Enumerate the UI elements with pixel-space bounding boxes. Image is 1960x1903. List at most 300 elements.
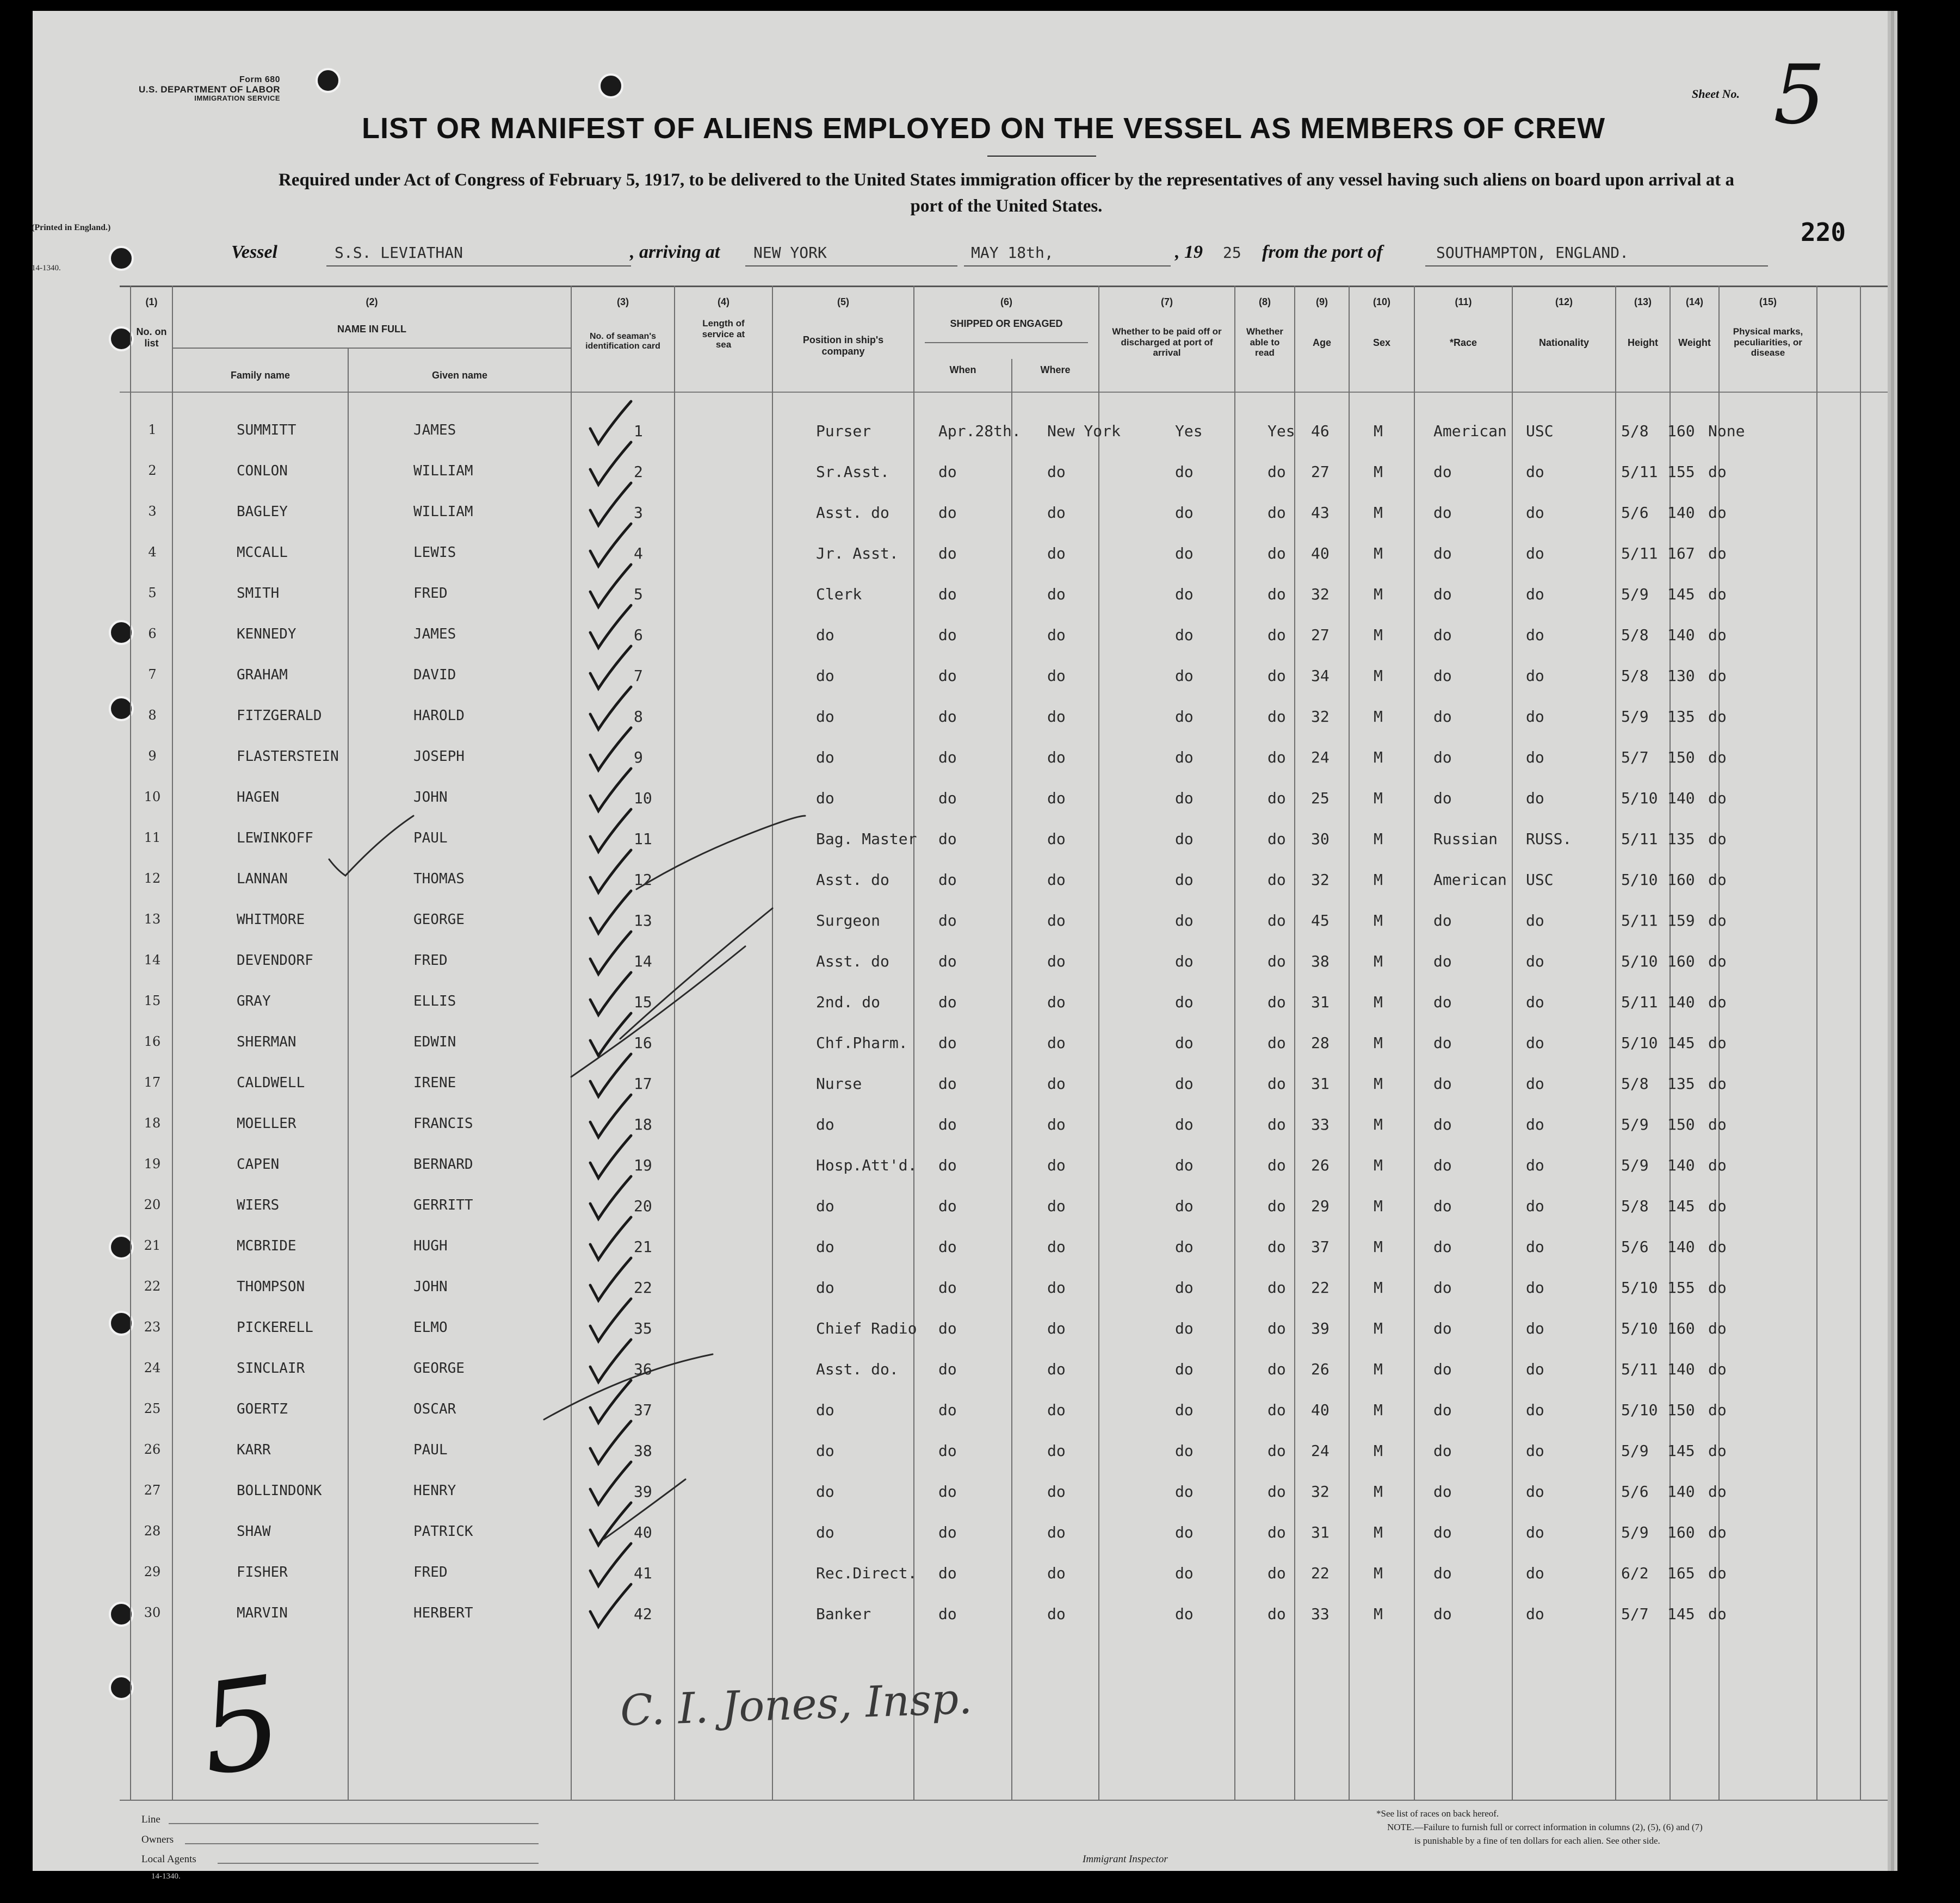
able-to-read: do: [1267, 1442, 1286, 1460]
physical-marks: do: [1708, 1442, 1727, 1460]
weight: 165: [1667, 1564, 1695, 1582]
family-name: BOLLINDONK: [237, 1483, 322, 1499]
row-number: 17: [144, 1075, 161, 1090]
able-to-read: do: [1267, 912, 1286, 929]
height: 5/9: [1621, 1442, 1649, 1460]
from-port: SOUTHAMPTON, ENGLAND.: [1436, 244, 1629, 262]
nationality: do: [1526, 504, 1544, 522]
physical-marks: do: [1708, 1360, 1727, 1378]
shipped-when: do: [938, 871, 957, 889]
weight: 150: [1667, 1115, 1695, 1133]
family-name: THOMPSON: [237, 1279, 305, 1295]
check-mark: [590, 1584, 631, 1627]
family-name: LANNAN: [237, 871, 288, 887]
printed-note: (Printed in England.): [32, 223, 111, 232]
given-name: WILLIAM: [413, 504, 473, 520]
weight: 135: [1667, 1075, 1695, 1093]
row-number: 13: [144, 912, 161, 927]
given-name: BERNARD: [413, 1156, 473, 1173]
nationality: do: [1526, 667, 1544, 685]
check-mark: [590, 1054, 631, 1096]
height: 5/11: [1621, 463, 1658, 481]
shipped-where: do: [1047, 871, 1066, 889]
stamp-number: 220: [1801, 218, 1846, 247]
shipped-when: do: [938, 1483, 957, 1501]
sex: M: [1374, 993, 1383, 1011]
col-14-number: (14): [1685, 296, 1703, 307]
shipped-when: do: [938, 708, 957, 726]
shipped-where: do: [1047, 912, 1066, 929]
able-to-read: do: [1267, 1279, 1286, 1297]
shipped-when: do: [938, 1401, 957, 1419]
shipped-where: do: [1047, 1605, 1066, 1623]
sex: M: [1374, 1156, 1383, 1174]
able-to-read: do: [1267, 993, 1286, 1011]
weight: 145: [1667, 1197, 1695, 1215]
weight: 160: [1667, 422, 1695, 440]
weight: 140: [1667, 993, 1695, 1011]
row-number: 19: [144, 1156, 161, 1171]
physical-marks: do: [1708, 504, 1727, 522]
age: 32: [1311, 585, 1330, 603]
row-number: 15: [144, 993, 161, 1008]
check-mark: [590, 605, 631, 648]
position: Nurse: [816, 1075, 862, 1093]
seaman-card-number: 3: [634, 504, 643, 522]
header-weight: Weight: [1678, 337, 1711, 348]
check-mark: [590, 565, 631, 607]
check-mark: [590, 483, 631, 525]
paid-off: do: [1175, 1483, 1194, 1501]
row-number: 8: [148, 708, 157, 723]
race: do: [1433, 1523, 1452, 1541]
paid-off: do: [1175, 1401, 1194, 1419]
given-name: FRED: [413, 952, 448, 969]
height: 5/9: [1621, 708, 1649, 726]
row-number: 30: [144, 1605, 161, 1620]
paid-off: do: [1175, 1156, 1194, 1174]
nationality: do: [1526, 626, 1544, 644]
family-name: DEVENDORF: [237, 952, 313, 969]
able-to-read: do: [1267, 1319, 1286, 1337]
check-mark: [590, 646, 631, 689]
weight: 140: [1667, 1156, 1695, 1174]
shipped-where: do: [1047, 708, 1066, 726]
race: do: [1433, 912, 1452, 929]
race: do: [1433, 1319, 1452, 1337]
sex: M: [1374, 871, 1383, 889]
paid-off: do: [1175, 1319, 1194, 1337]
sex: M: [1374, 748, 1383, 766]
seaman-card-number: 14: [634, 952, 652, 970]
vessel-name: S.S. LEVIATHAN: [335, 244, 463, 262]
race: do: [1433, 1605, 1452, 1623]
physical-marks: do: [1708, 952, 1727, 970]
header-physical-marks: Physical marks, peculiarities, or disease: [1733, 326, 1803, 358]
seaman-card-number: 9: [634, 748, 643, 766]
weight: 160: [1667, 952, 1695, 970]
paid-off: do: [1175, 708, 1194, 726]
col-12-number: (12): [1555, 296, 1573, 307]
check-mark: [590, 768, 631, 811]
height: 5/11: [1621, 1360, 1658, 1378]
check-mark: [590, 1462, 631, 1504]
seaman-card-number: 36: [634, 1360, 652, 1378]
race: do: [1433, 1034, 1452, 1052]
position: Asst. do: [816, 871, 889, 889]
weight: 140: [1667, 1483, 1695, 1501]
race: do: [1433, 667, 1452, 685]
able-to-read: do: [1267, 1360, 1286, 1378]
shipped-when: do: [938, 1115, 957, 1133]
subtitle-line-2: port of the United States.: [910, 196, 1103, 216]
family-name: BAGLEY: [237, 504, 288, 520]
seaman-card-number: 13: [634, 912, 652, 929]
race: do: [1433, 748, 1452, 766]
sex: M: [1374, 1523, 1383, 1541]
race: do: [1433, 504, 1452, 522]
sex: M: [1374, 1360, 1383, 1378]
position: Hosp.Att'd.: [816, 1156, 917, 1174]
nationality: do: [1526, 748, 1544, 766]
row-number: 10: [144, 789, 161, 804]
col-7-number: (7): [1161, 296, 1173, 307]
able-to-read: Yes: [1267, 422, 1295, 440]
weight: 155: [1667, 463, 1695, 481]
header-name-in-full: NAME IN FULL: [337, 324, 406, 334]
sex: M: [1374, 1034, 1383, 1052]
able-to-read: do: [1267, 585, 1286, 603]
shipped-where: do: [1047, 1319, 1066, 1337]
paid-off: Yes: [1175, 422, 1203, 440]
nationality: do: [1526, 1442, 1544, 1460]
height: 6/2: [1621, 1564, 1649, 1582]
age: 40: [1311, 1401, 1330, 1419]
paid-off: do: [1175, 871, 1194, 889]
given-name: GERRITT: [413, 1197, 473, 1213]
inspector-check-marks: [33, 11, 1888, 1871]
shipped-where: do: [1047, 1238, 1066, 1256]
position: do: [816, 1197, 834, 1215]
height: 5/6: [1621, 1483, 1649, 1501]
position: Chief Radio: [816, 1319, 917, 1337]
given-name: GEORGE: [413, 912, 465, 928]
row-number: 23: [144, 1319, 161, 1335]
check-mark: [590, 1136, 631, 1178]
able-to-read: do: [1267, 1605, 1286, 1623]
age: 38: [1311, 952, 1330, 970]
physical-marks: do: [1708, 1156, 1727, 1174]
inspector-signature: C. I. Jones, Insp.: [619, 1674, 973, 1736]
handwritten-page-number: 5: [191, 1649, 291, 1804]
check-mark: [590, 850, 631, 892]
given-name: HENRY: [413, 1483, 456, 1499]
shipped-where: do: [1047, 1360, 1066, 1378]
height: 5/9: [1621, 1523, 1649, 1541]
check-mark: [590, 1258, 631, 1300]
row-number: 2: [148, 463, 157, 478]
weight: 145: [1667, 1034, 1695, 1052]
paid-off: do: [1175, 1115, 1194, 1133]
footer-agents-label: Local Agents: [141, 1854, 196, 1865]
shipped-when: do: [938, 1564, 957, 1582]
height: 5/8: [1621, 1197, 1649, 1215]
footer-agents-rule: [218, 1863, 539, 1864]
race: do: [1433, 993, 1452, 1011]
able-to-read: do: [1267, 544, 1286, 562]
given-name: JOSEPH: [413, 748, 465, 765]
race: do: [1433, 1238, 1452, 1256]
row-number: 6: [148, 626, 157, 641]
shipped-when: do: [938, 1197, 957, 1215]
height: 5/11: [1621, 830, 1658, 848]
height: 5/11: [1621, 993, 1658, 1011]
position: do: [816, 1442, 834, 1460]
row-number: 28: [144, 1523, 161, 1539]
check-mark: [590, 972, 631, 1015]
seaman-card-number: 16: [634, 1034, 652, 1052]
paid-off: do: [1175, 1279, 1194, 1297]
able-to-read: do: [1267, 830, 1286, 848]
paid-off: do: [1175, 993, 1194, 1011]
header-length-service: Length of service at sea: [702, 318, 745, 350]
height: 5/8: [1621, 626, 1649, 644]
row-number: 9: [148, 748, 157, 764]
physical-marks: do: [1708, 1523, 1727, 1541]
nationality: do: [1526, 1605, 1544, 1623]
row-number: 14: [144, 952, 161, 968]
weight: 155: [1667, 1279, 1695, 1297]
position: Asst. do.: [816, 1360, 899, 1378]
form-number: Form 680: [239, 75, 281, 84]
sex: M: [1374, 1197, 1383, 1215]
race: do: [1433, 1564, 1452, 1582]
family-name: GRAY: [237, 993, 271, 1009]
nationality: do: [1526, 1523, 1544, 1541]
able-to-read: do: [1267, 1075, 1286, 1093]
nationality: do: [1526, 1483, 1544, 1501]
shipped-when: do: [938, 1034, 957, 1052]
col-8-number: (8): [1259, 296, 1271, 307]
age: 22: [1311, 1564, 1330, 1582]
shipped-where: do: [1047, 993, 1066, 1011]
paid-off: do: [1175, 912, 1194, 929]
height: 5/8: [1621, 1075, 1649, 1093]
age: 43: [1311, 504, 1330, 522]
year-suffix: 25: [1223, 244, 1241, 262]
height: 5/6: [1621, 1238, 1649, 1256]
paid-off: do: [1175, 1034, 1194, 1052]
race: do: [1433, 1483, 1452, 1501]
able-to-read: do: [1267, 952, 1286, 970]
age: 45: [1311, 912, 1330, 929]
shipped-where: do: [1047, 1075, 1066, 1093]
age: 37: [1311, 1238, 1330, 1256]
given-name: JOHN: [413, 1279, 448, 1295]
row-number: 22: [144, 1279, 161, 1294]
sex: M: [1374, 504, 1383, 522]
position: do: [816, 1279, 834, 1297]
physical-marks: do: [1708, 748, 1727, 766]
nationality: USC: [1526, 871, 1554, 889]
shipped-where: do: [1047, 667, 1066, 685]
paid-off: do: [1175, 1238, 1194, 1256]
family-name: SMITH: [237, 585, 280, 602]
row-number: 26: [144, 1442, 161, 1457]
header-race: *Race: [1449, 337, 1477, 348]
header-sex: Sex: [1372, 337, 1391, 348]
shipped-when: do: [938, 912, 957, 929]
paid-off: do: [1175, 1442, 1194, 1460]
able-to-read: do: [1267, 463, 1286, 481]
given-name: JOHN: [413, 789, 448, 805]
sheet-label: Sheet No.: [1692, 87, 1740, 101]
family-name: LEWINKOFF: [237, 830, 313, 846]
paid-off: do: [1175, 1564, 1194, 1582]
seaman-card-number: 39: [634, 1483, 652, 1501]
sex: M: [1374, 544, 1383, 562]
paid-off: do: [1175, 1605, 1194, 1623]
seaman-card-number: 35: [634, 1319, 652, 1337]
age: 33: [1311, 1115, 1330, 1133]
header-paid-off: Whether to be paid off or discharged at port of arrival: [1112, 326, 1222, 358]
row-number: 29: [144, 1564, 161, 1579]
seaman-card-number: 38: [634, 1442, 652, 1460]
arrival-date: MAY 18th,: [971, 244, 1054, 262]
family-name: CAPEN: [237, 1156, 280, 1173]
given-name: PAUL: [413, 830, 448, 846]
height: 5/10: [1621, 1034, 1658, 1052]
col-10-number: (10): [1372, 296, 1390, 307]
given-name: LEWIS: [413, 544, 456, 561]
sex: M: [1374, 667, 1383, 685]
header-nationality: Nationality: [1538, 337, 1589, 348]
physical-marks: do: [1708, 1564, 1727, 1582]
sex: M: [1374, 1401, 1383, 1419]
sex: M: [1374, 1075, 1383, 1093]
sex: M: [1374, 422, 1383, 440]
able-to-read: do: [1267, 504, 1286, 522]
sex: M: [1374, 463, 1383, 481]
seaman-card-number: 21: [634, 1238, 652, 1256]
weight: 135: [1667, 708, 1695, 726]
weight: 145: [1667, 1605, 1695, 1623]
family-name: FITZGERALD: [237, 708, 322, 724]
race: do: [1433, 1360, 1452, 1378]
footer-line-rule: [169, 1823, 539, 1824]
position: Bag. Master: [816, 830, 917, 848]
form-code-top: 14-1340.: [32, 264, 61, 272]
col-4-number: (4): [718, 296, 729, 307]
seaman-card-number: 2: [634, 463, 643, 481]
height: 5/11: [1621, 912, 1658, 929]
shipped-when: do: [938, 952, 957, 970]
col-3-number: (3): [617, 296, 629, 307]
age: 40: [1311, 544, 1330, 562]
given-name: FRED: [413, 1564, 448, 1580]
weight: 150: [1667, 1401, 1695, 1419]
sex: M: [1374, 1442, 1383, 1460]
able-to-read: do: [1267, 1564, 1286, 1582]
physical-marks: do: [1708, 830, 1727, 848]
age: 46: [1311, 422, 1330, 440]
height: 5/9: [1621, 585, 1649, 603]
family-name: WIERS: [237, 1197, 280, 1213]
footer-inspector-label: Immigrant Inspector: [1083, 1854, 1168, 1865]
age: 32: [1311, 871, 1330, 889]
race: do: [1433, 1197, 1452, 1215]
header-age: Age: [1312, 337, 1331, 348]
paid-off: do: [1175, 1075, 1194, 1093]
weight: 140: [1667, 504, 1695, 522]
shipped-when: Apr.28th.: [938, 422, 1021, 440]
given-name: FRED: [413, 585, 448, 602]
shipped-where: do: [1047, 504, 1066, 522]
race: do: [1433, 708, 1452, 726]
physical-marks: do: [1708, 544, 1727, 562]
sex: M: [1374, 1319, 1383, 1337]
height: 5/10: [1621, 1401, 1658, 1419]
col-13-number: (13): [1634, 296, 1652, 307]
check-mark: [590, 442, 631, 485]
service-name: IMMIGRATION SERVICE: [194, 94, 281, 103]
race: do: [1433, 1401, 1452, 1419]
check-mark: [590, 809, 631, 852]
nationality: do: [1526, 463, 1544, 481]
position: Purser: [816, 422, 871, 440]
age: 39: [1311, 1319, 1330, 1337]
weight: 160: [1667, 1523, 1695, 1541]
seaman-card-number: 37: [634, 1401, 652, 1419]
nationality: do: [1526, 544, 1544, 562]
row-number: 4: [148, 544, 157, 560]
paid-off: do: [1175, 1360, 1194, 1378]
family-name: SHERMAN: [237, 1034, 296, 1050]
position: Asst. do: [816, 504, 889, 522]
age: 24: [1311, 748, 1330, 766]
age: 31: [1311, 1075, 1330, 1093]
paid-off: do: [1175, 1197, 1194, 1215]
shipped-where: do: [1047, 1523, 1066, 1541]
check-mark: [590, 1544, 631, 1586]
sex: M: [1374, 789, 1383, 807]
physical-marks: do: [1708, 1197, 1727, 1215]
seaman-card-number: 12: [634, 871, 652, 889]
shipped-where: do: [1047, 544, 1066, 562]
shipped-when: do: [938, 1279, 957, 1297]
shipped-when: do: [938, 1605, 957, 1623]
able-to-read: do: [1267, 1115, 1286, 1133]
shipped-where: do: [1047, 748, 1066, 766]
nationality: do: [1526, 1360, 1544, 1378]
footer-owners-label: Owners: [141, 1834, 174, 1845]
shipped-where: do: [1047, 463, 1066, 481]
nationality: do: [1526, 1156, 1544, 1174]
paid-off: do: [1175, 952, 1194, 970]
age: 22: [1311, 1279, 1330, 1297]
paid-off: do: [1175, 504, 1194, 522]
weight: 159: [1667, 912, 1695, 929]
race: do: [1433, 544, 1452, 562]
header-when: When: [949, 364, 976, 375]
check-mark: [590, 1176, 631, 1219]
shipped-when: do: [938, 830, 957, 848]
race: do: [1433, 1156, 1452, 1174]
shipped-when: do: [938, 463, 957, 481]
physical-marks: do: [1708, 1075, 1727, 1093]
height: 5/10: [1621, 1279, 1658, 1297]
weight: 140: [1667, 626, 1695, 644]
